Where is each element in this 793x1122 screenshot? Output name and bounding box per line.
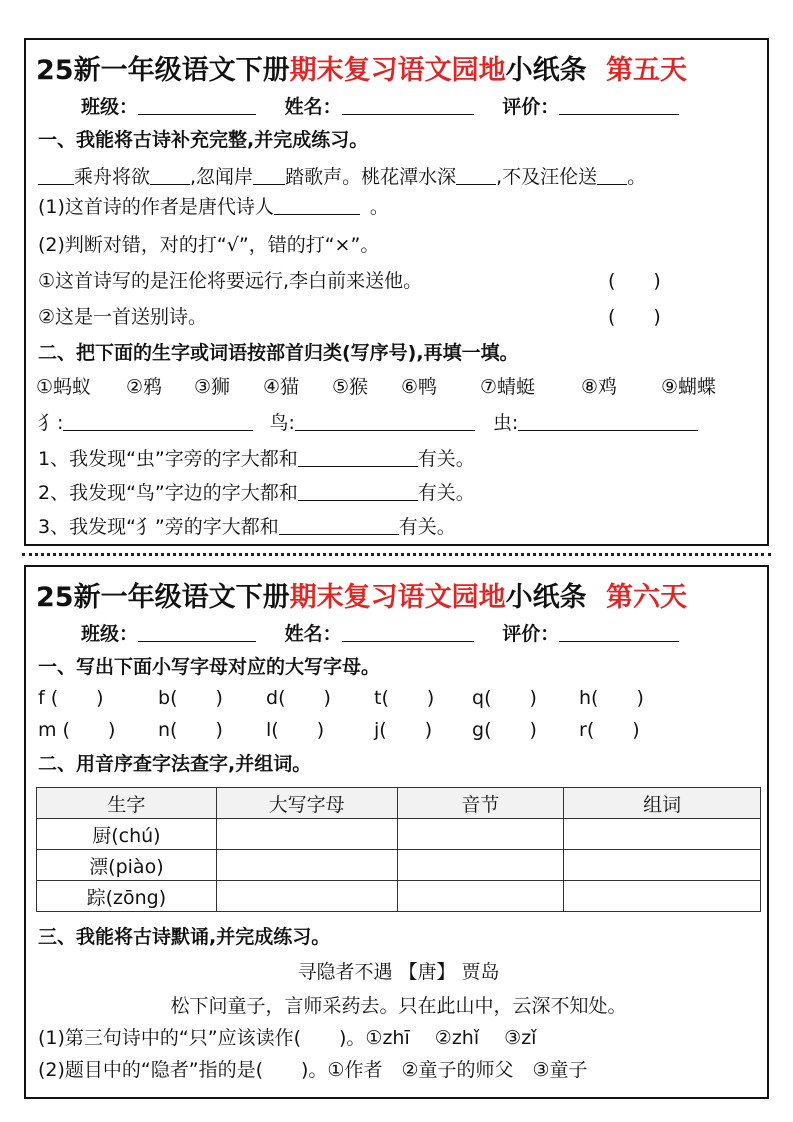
letter: r <box>579 719 587 741</box>
letter: t <box>374 687 382 709</box>
table-cell-char: 踪(zōng) <box>37 881 217 912</box>
poem-text: 乘舟将欲 <box>74 166 151 188</box>
table-cell-blank[interactable] <box>216 819 397 850</box>
finding-3 <box>38 512 456 539</box>
poem-title: 寻隐者不遇 【唐】 贾岛 <box>297 961 500 983</box>
word-item: ⑥鸭 <box>401 376 438 398</box>
poem-text: 踏歌声。桃花潭水深 <box>285 166 457 188</box>
word-item: ⑧鸡 <box>581 376 618 398</box>
finding-text: 有关。 <box>417 482 475 504</box>
day6-title <box>36 575 687 614</box>
word-item: ③狮 <box>194 376 231 398</box>
judge-1-answer[interactable]: ( ) <box>608 270 661 292</box>
title-grade: 25新一年级语文下册 <box>36 582 290 613</box>
eval-field[interactable] <box>559 97 679 115</box>
title-day: 第五天 <box>605 55 687 86</box>
blank[interactable] <box>63 413 253 431</box>
poem-text: ,不及汪伦送 <box>496 166 598 188</box>
question-text: 。 <box>369 196 389 218</box>
question-2: (2)题目中的“隐者”指的是( )。①作者 ②童子的师父 ③童子 <box>38 1059 588 1081</box>
word-item: ④猫 <box>263 376 300 398</box>
eval-field[interactable] <box>559 624 679 642</box>
title-suffix: 小纸条 <box>505 55 587 86</box>
finding-text: 1、我发现“虫”字旁的字大都和 <box>38 448 298 470</box>
eval-label: 评价： <box>502 623 560 645</box>
finding-1 <box>38 444 475 471</box>
radical-label: 鸟: <box>269 412 295 434</box>
letters-row-2: m ( ) n( ) l( ) j( ) g( ) r( ) <box>38 719 640 741</box>
question-text: (1)这首诗的作者是唐代诗人 <box>38 196 274 218</box>
blank[interactable] <box>456 167 496 185</box>
title-grade: 25新一年级语文下册 <box>36 55 290 86</box>
judge-2-answer[interactable]: ( ) <box>608 306 661 328</box>
finding-2 <box>38 478 475 505</box>
name-label: 姓名： <box>284 623 342 645</box>
table-cell-blank[interactable] <box>564 881 761 912</box>
table-row <box>37 881 761 912</box>
finding-text: 有关。 <box>417 448 475 470</box>
letter: q <box>472 687 485 709</box>
class-field[interactable] <box>138 97 256 115</box>
judge-2: ②这是一首送别诗。 <box>38 306 208 328</box>
section1-heading: 一、写出下面小写字母对应的大写字母。 <box>38 656 381 678</box>
word-item: ②鸦 <box>126 376 163 398</box>
letter: g <box>472 719 485 741</box>
letter: d <box>266 687 279 709</box>
name-field[interactable] <box>342 624 474 642</box>
question-1 <box>38 192 389 219</box>
blank[interactable] <box>518 413 698 431</box>
table-cell-blank[interactable] <box>397 819 564 850</box>
class-label: 班级： <box>81 96 139 118</box>
letter: l <box>266 719 272 741</box>
title-highlight: 期末复习语文园地 <box>289 582 506 613</box>
finding-text: 2、我发现“鸟”字边的字大都和 <box>38 482 298 504</box>
section2-heading: 二、把下面的生字或词语按部首归类(写序号),再填一填。 <box>38 342 519 364</box>
table-header: 音节 <box>397 788 564 819</box>
day5-meta-row <box>81 92 679 119</box>
name-label: 姓名： <box>284 96 342 118</box>
radical-label: 犭: <box>38 412 64 434</box>
letters-row-1: f ( ) b( ) d( ) t( ) q( ) h( ) <box>38 687 644 709</box>
letter: b <box>158 687 171 709</box>
finding-text: 有关。 <box>398 516 456 538</box>
eval-label: 评价： <box>502 96 560 118</box>
table-header: 大写字母 <box>216 788 397 819</box>
day5-title <box>36 48 687 87</box>
table-row <box>37 850 761 881</box>
blank[interactable] <box>253 167 285 185</box>
table-cell-blank[interactable] <box>397 881 564 912</box>
section3-heading: 三、我能将古诗默诵,并完成练习。 <box>38 926 331 948</box>
word-item: ①蚂蚁 <box>36 376 92 398</box>
class-label: 班级： <box>81 623 139 645</box>
table-row <box>37 819 761 850</box>
radical-row <box>38 408 698 435</box>
blank[interactable] <box>295 413 475 431</box>
title-day: 第六天 <box>605 582 687 613</box>
letter: h <box>579 687 592 709</box>
word-item: ⑦蜻蜓 <box>480 376 536 398</box>
word-item: ⑨蝴蝶 <box>661 376 717 398</box>
table-cell-blank[interactable] <box>564 819 761 850</box>
table-cell-blank[interactable] <box>564 850 761 881</box>
class-field[interactable] <box>138 624 256 642</box>
letter: n <box>158 719 171 741</box>
day5-card <box>24 38 769 546</box>
blank[interactable] <box>279 517 399 535</box>
section1-heading: 一、我能将古诗补充完整,并完成练习。 <box>38 129 369 151</box>
blank[interactable] <box>150 167 190 185</box>
radical-label: 虫: <box>492 412 519 434</box>
day6-meta-row <box>81 619 679 646</box>
dotted-separator <box>22 553 771 556</box>
title-highlight: 期末复习语文园地 <box>289 55 506 86</box>
name-field[interactable] <box>342 97 474 115</box>
table-cell-blank[interactable] <box>397 850 564 881</box>
question-1: (1)第三句诗中的“只”应该读作( )。①zhī ②zhǐ ③zǐ <box>38 1027 537 1049</box>
table-cell-blank[interactable] <box>216 881 397 912</box>
table-cell-char: 漂(piào) <box>37 850 217 881</box>
table-cell-char: 厨(chú) <box>37 819 217 850</box>
judge-1: ①这首诗写的是汪伦将要远行,李白前来送他。 <box>38 270 423 292</box>
finding-text: 3、我发现“犭”旁的字大都和 <box>38 516 279 538</box>
table-header-row <box>37 788 761 819</box>
word-item: ⑤猴 <box>332 376 369 398</box>
blank[interactable] <box>274 197 360 215</box>
poem-text: ,忽闻岸 <box>190 166 254 188</box>
table-cell-blank[interactable] <box>216 850 397 881</box>
table-header: 组词 <box>564 788 761 819</box>
day6-card <box>24 565 769 1099</box>
poem-text: 。 <box>627 166 647 188</box>
letter: m <box>38 719 57 741</box>
blank[interactable] <box>298 449 418 467</box>
blank[interactable] <box>38 167 74 185</box>
poem-line: 松下问童子，言师采药去。只在此山中，云深不知处。 <box>170 995 627 1017</box>
poem-fill-line <box>38 162 646 189</box>
section2-heading: 二、用音序查字法查字,并组词。 <box>38 753 312 775</box>
letter: f <box>38 687 45 709</box>
table-header: 生字 <box>37 788 217 819</box>
title-suffix: 小纸条 <box>505 582 587 613</box>
blank[interactable] <box>597 167 627 185</box>
question-2: (2)判断对错，对的打“√”，错的打“×”。 <box>38 234 380 256</box>
letter: j <box>374 719 380 741</box>
blank[interactable] <box>298 483 418 501</box>
lookup-table <box>36 787 761 912</box>
